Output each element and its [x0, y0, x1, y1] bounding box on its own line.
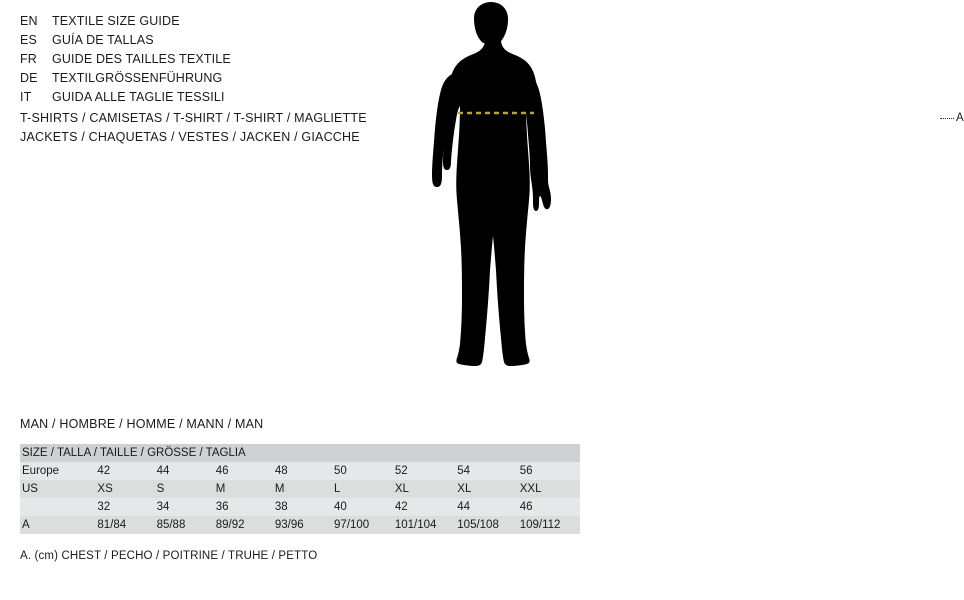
cell: 50: [332, 462, 393, 480]
cell: 105/108: [455, 516, 517, 534]
language-row: [20, 90, 420, 109]
cell: XS: [95, 480, 154, 498]
table-row: [20, 498, 580, 516]
size-table: [20, 444, 580, 534]
language-code: DE: [20, 71, 38, 85]
row-label: Europe: [20, 462, 95, 480]
cell: 34: [155, 498, 214, 516]
cell: 97/100: [332, 516, 393, 534]
language-code: FR: [20, 52, 37, 66]
silhouette-svg: [400, 8, 590, 408]
cell: M: [214, 480, 273, 498]
cell: 101/104: [393, 516, 455, 534]
cell: 89/92: [214, 516, 273, 534]
language-row: [20, 14, 420, 33]
cell: 93/96: [273, 516, 332, 534]
cell: 44: [155, 462, 214, 480]
cell: 42: [393, 498, 455, 516]
cell: 52: [393, 462, 455, 480]
table-row: [20, 462, 580, 480]
language-code: EN: [20, 14, 38, 28]
cell: M: [273, 480, 332, 498]
row-label: A: [20, 516, 95, 534]
cell: 36: [214, 498, 273, 516]
cell: 54: [455, 462, 517, 480]
cell: 109/112: [518, 516, 580, 534]
cell: 48: [273, 462, 332, 480]
language-title: TEXTILGRÖSSENFÜHRUNG: [52, 71, 223, 85]
table-header-row: [20, 444, 580, 462]
cell: 44: [455, 498, 517, 516]
language-row: [20, 33, 420, 52]
cell: 32: [95, 498, 154, 516]
table-row: [20, 516, 580, 534]
cell: S: [155, 480, 214, 498]
cell: 46: [214, 462, 273, 480]
cell: 81/84: [95, 516, 154, 534]
cell: 46: [518, 498, 580, 516]
row-label: US: [20, 480, 95, 498]
cell: L: [332, 480, 393, 498]
table-header-label: SIZE / TALLA / TAILLE / GRÖSSE / TAGLIA: [20, 444, 580, 462]
language-code: IT: [20, 90, 32, 104]
language-row: [20, 71, 420, 90]
cell: 40: [332, 498, 393, 516]
cell: 42: [95, 462, 154, 480]
category-list: [20, 111, 367, 149]
callout-leader-line: [940, 118, 954, 119]
language-title: GUIDE DES TAILLES TEXTILE: [52, 52, 231, 66]
table-row: [20, 480, 580, 498]
cell: 85/88: [155, 516, 214, 534]
male-silhouette: [400, 8, 964, 408]
callout-letter-a: A: [956, 112, 964, 124]
language-title: GUÍA DE TALLAS: [52, 33, 154, 47]
cell: XL: [393, 480, 455, 498]
cell: 56: [518, 462, 580, 480]
language-row: [20, 52, 420, 71]
language-title: GUIDA ALLE TAGLIE TESSILI: [52, 90, 225, 104]
category-line-jackets: JACKETS / CHAQUETAS / VESTES / JACKEN / GIACCHE: [20, 130, 360, 144]
cell: XL: [455, 480, 517, 498]
footnote-chest-measure: A. (cm) CHEST / PECHO / POITRINE / TRUHE / PETTO: [20, 550, 318, 562]
language-title: TEXTILE SIZE GUIDE: [52, 14, 180, 28]
cell: 38: [273, 498, 332, 516]
gender-heading: MAN / HOMBRE / HOMME / MANN / MAN: [20, 417, 264, 431]
category-line-tshirts: T-SHIRTS / CAMISETAS / T-SHIRT / T-SHIRT / MAGLIETTE: [20, 111, 367, 125]
cell: XXL: [518, 480, 580, 498]
language-code: ES: [20, 33, 37, 47]
language-list: [20, 14, 420, 109]
row-label: [20, 498, 95, 516]
